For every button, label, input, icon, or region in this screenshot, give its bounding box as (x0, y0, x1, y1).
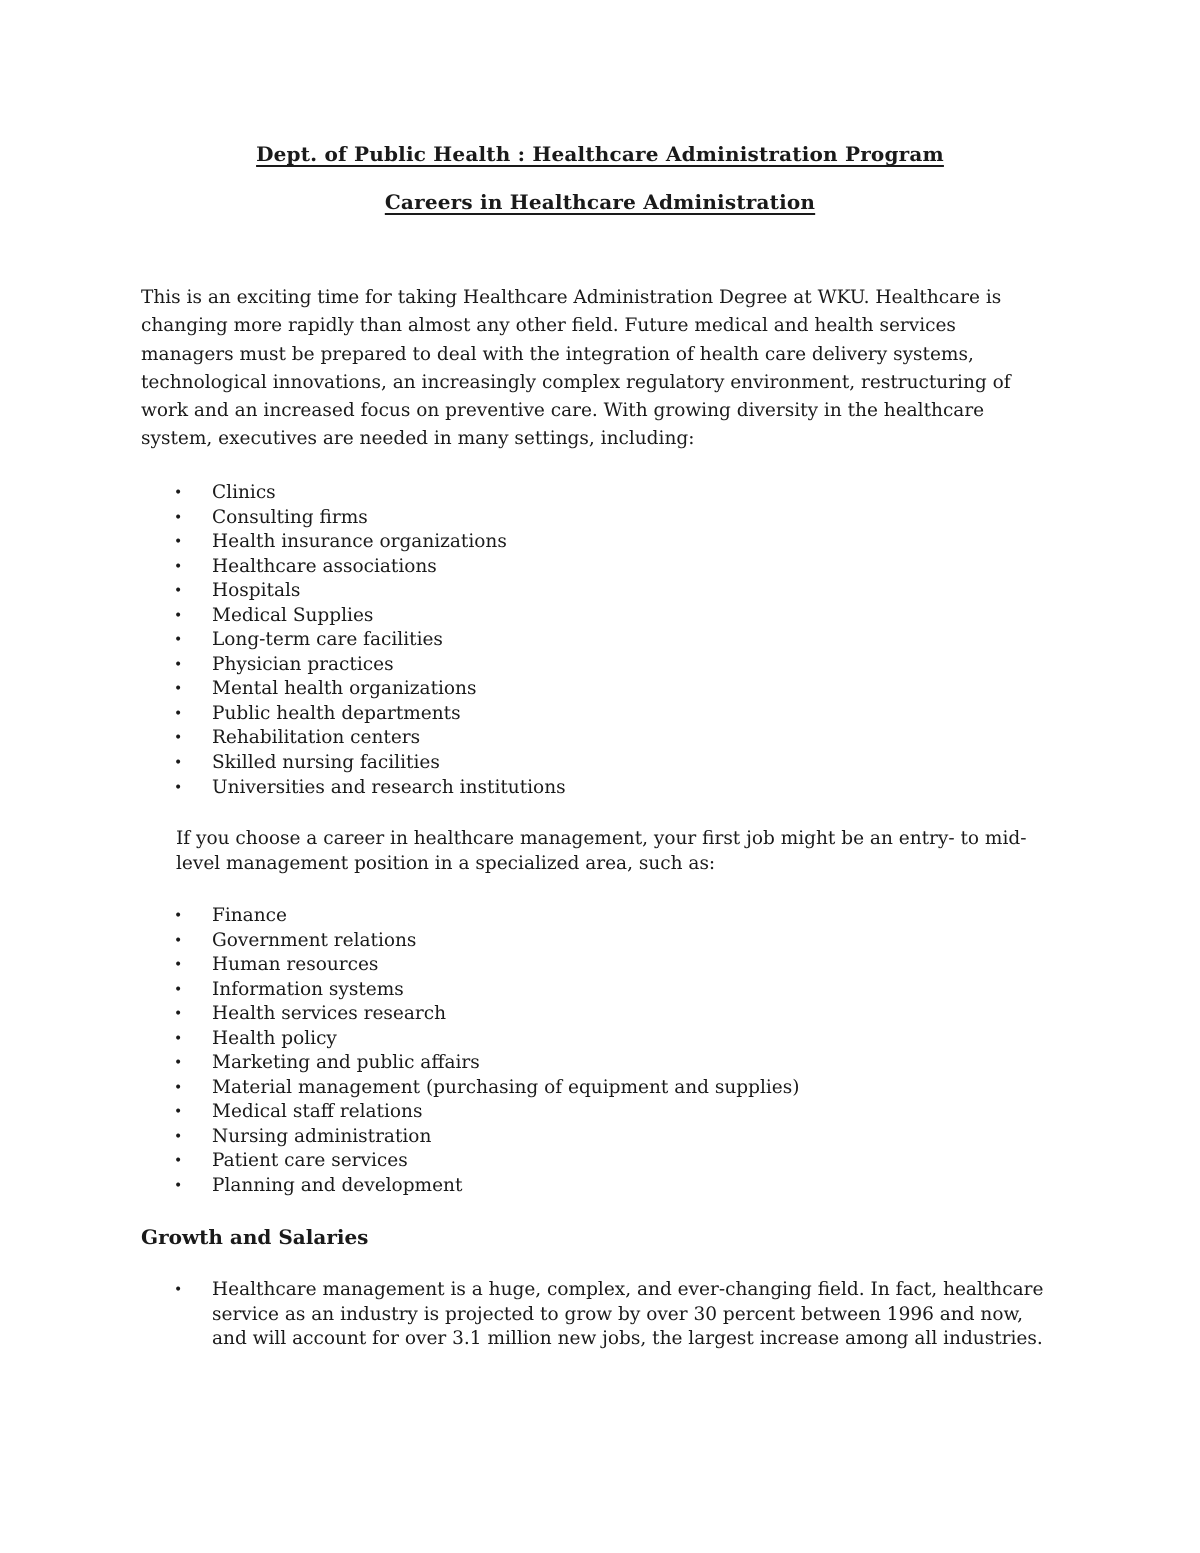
bullet-icon: • (174, 656, 183, 673)
list-item (141, 776, 566, 801)
growth-heading: Growth and Salaries (141, 1225, 369, 1249)
list-item-text: Skilled nursing facilities (212, 752, 440, 774)
list-item (141, 677, 566, 702)
list-item (141, 726, 566, 751)
intro-line: managers must be prepared to deal with the integration of health care delivery systems, (141, 343, 974, 365)
bullet-icon: • (174, 908, 183, 924)
list-item-text: Planning and development (212, 1175, 463, 1197)
list-item (141, 1100, 799, 1125)
intro-line: This is an exciting time for taking Healthcare Administration Degree at WKU. Healthcare is (141, 287, 1002, 308)
bullet-icon: • (174, 957, 183, 974)
bullet-icon: • (174, 730, 183, 747)
list-item (141, 1076, 799, 1101)
bullet-icon: • (174, 932, 183, 949)
bullet-icon: • (174, 681, 183, 698)
document-subtitle: Careers in Healthcare Administration (384, 190, 816, 214)
list-item-text: Hospitals (212, 580, 301, 602)
bullet-icon: • (174, 632, 183, 649)
list-item (141, 1149, 799, 1174)
specialized-areas-list (141, 904, 799, 1199)
list-item-text: Finance (212, 905, 287, 926)
list-item-text: Universities and research institutions (212, 776, 566, 798)
bullet-icon: • (174, 1006, 183, 1023)
bullet-icon: • (174, 1055, 183, 1072)
bullet-icon: • (174, 1282, 183, 1298)
list-item (141, 702, 566, 727)
growth-list (141, 1278, 1043, 1352)
bullet-icon: • (174, 1104, 183, 1121)
list-item (141, 953, 799, 978)
bullet-icon: • (174, 583, 183, 600)
list-item (141, 1125, 799, 1150)
growth-line: Healthcare management is a huge, complex, and ever-changing field. In fact, healthcare (212, 1279, 1044, 1300)
bullet-icon: • (174, 1128, 183, 1145)
document-title: Dept. of Public Health : Healthcare Administration Program (256, 142, 944, 166)
intro-line: work and an increased focus on preventive care. With growing diversity in the healthcare (141, 400, 985, 422)
list-item (141, 628, 566, 653)
list-item-text: Human resources (212, 954, 379, 976)
list-item-text: Health services research (212, 1003, 446, 1025)
first-job-line: level management position in a specialized area, such as: (176, 852, 716, 874)
bullet-icon: • (174, 1079, 183, 1096)
list-item-text: Physician practices (212, 653, 394, 675)
growth-line: service as an industry is projected to grow by over 30 percent between 1996 and now, (212, 1303, 1024, 1325)
bullet-icon: • (174, 1153, 183, 1170)
list-item-text: Rehabilitation centers (212, 727, 421, 749)
list-item-text: Medical staff relations (212, 1101, 423, 1123)
bullet-icon: • (174, 1030, 183, 1047)
list-item (141, 1278, 1043, 1352)
bullet-icon: • (174, 485, 183, 501)
bullet-icon: • (174, 509, 183, 526)
list-item-text: Patient care services (212, 1150, 408, 1172)
list-item-text: Mental health organizations (212, 678, 477, 700)
bullet-icon: • (174, 779, 183, 796)
list-item-text: Long-term care facilities (212, 629, 443, 651)
first-job-paragraph (176, 827, 1076, 876)
bullet-icon: • (174, 705, 183, 722)
bullet-icon: • (174, 981, 183, 998)
list-item-text: Health policy (212, 1027, 337, 1049)
list-item (141, 653, 566, 678)
settings-list (141, 481, 566, 800)
intro-line: technological innovations, an increasingly complex regulatory environment, restructuring of (141, 371, 1011, 393)
list-item-text: Clinics (212, 482, 276, 503)
list-item (141, 929, 799, 954)
intro-paragraph (141, 284, 1041, 454)
list-item (141, 751, 566, 776)
list-item (141, 904, 799, 929)
list-item (141, 555, 566, 580)
list-item (141, 1002, 799, 1027)
list-item-text: Information systems (212, 978, 404, 1000)
bullet-icon: • (174, 558, 183, 575)
bullet-icon: • (174, 534, 183, 551)
list-item (141, 1174, 799, 1199)
list-item-text: Marketing and public affairs (212, 1052, 480, 1074)
bullet-icon: • (174, 607, 183, 624)
first-job-line: If you choose a career in healthcare management, your first job might be an entry- to mid- (176, 828, 1027, 849)
list-item (141, 530, 566, 555)
growth-line: and will account for over 3.1 million new jobs, the largest increase among all industries. (212, 1328, 1043, 1349)
list-item-text: Material management (purchasing of equipment and supplies) (212, 1076, 800, 1098)
list-item (141, 579, 566, 604)
list-item-text: Nursing administration (212, 1125, 432, 1147)
list-item-text: Public health departments (212, 702, 461, 724)
bullet-icon: • (174, 1178, 183, 1195)
bullet-icon: • (174, 755, 183, 772)
list-item (141, 481, 566, 506)
list-item-text: Consulting firms (212, 506, 368, 528)
list-item-text: Healthcare associations (212, 555, 437, 577)
list-item-text: Health insurance organizations (212, 531, 507, 553)
list-item (141, 1027, 799, 1052)
list-item-text: Government relations (212, 929, 417, 951)
list-item-text: Medical Supplies (212, 604, 374, 626)
intro-line: system, executives are needed in many settings, including: (141, 428, 695, 450)
list-item (141, 1051, 799, 1076)
intro-line: changing more rapidly than almost any other field. Future medical and health services (141, 315, 956, 337)
list-item (141, 978, 799, 1003)
list-item (141, 506, 566, 531)
list-item (141, 604, 566, 629)
